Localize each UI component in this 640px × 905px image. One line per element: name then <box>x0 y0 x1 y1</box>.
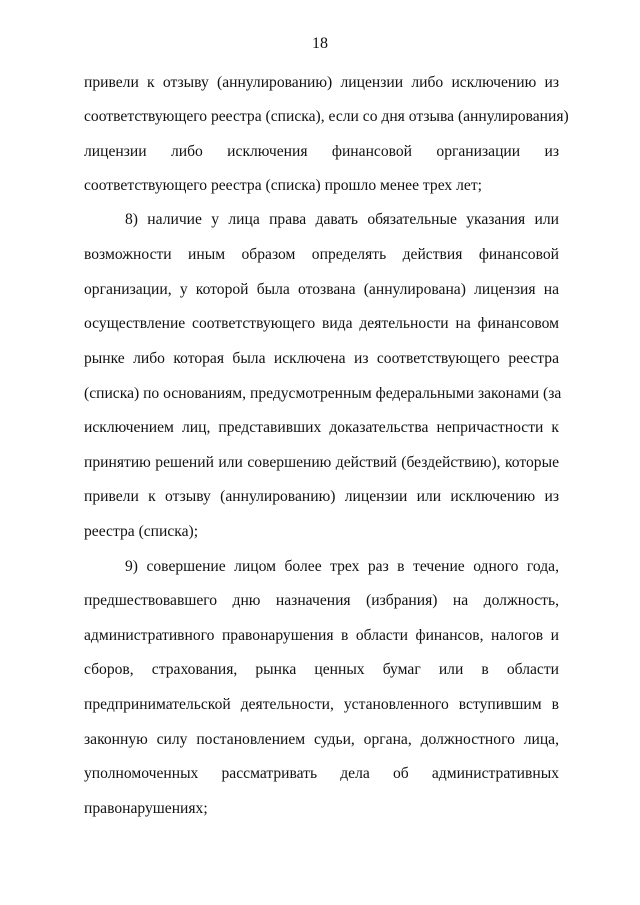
text-line: соответствующего реестра (списка) прошло менее трех лет; <box>84 177 482 194</box>
page-number: 18 <box>312 35 328 52</box>
text-line: возможности иным образом определять действия финансовой <box>84 246 559 263</box>
text-line: (списка) по основаниям, предусмотренным федеральными законами (за <box>84 385 562 402</box>
text-line: организации, у которой была отозвана (аннулирована) лицензия на <box>84 281 559 298</box>
text-line: уполномоченных рассматривать дела об административных <box>84 765 559 782</box>
text-line: осуществление соответствующего вида деятельности на финансовом <box>84 315 559 332</box>
text-line: 8) наличие у лица права давать обязательные указания или <box>125 211 559 228</box>
text-line: привели к отзыву (аннулированию) лицензии или исключению из <box>84 488 559 505</box>
text-line: исключением лиц, представивших доказательства непричастности к <box>84 419 559 436</box>
text-line: административного правонарушения в области финансов, налогов и <box>84 627 559 644</box>
text-line: реестра (списка); <box>84 523 199 540</box>
text-line: соответствующего реестра (списка), если со дня отзыва (аннулирования) <box>84 108 569 125</box>
text-line: привели к отзыву (аннулированию) лицензии либо исключению из <box>84 74 559 91</box>
text-line: сборов, страхования, рынка ценных бумаг или в области <box>84 661 559 678</box>
text-line: законную силу постановлением судьи, органа, должностного лица, <box>84 731 559 748</box>
text-line: правонарушениях; <box>84 800 208 817</box>
text-line: 9) совершение лицом более трех раз в течение одного года, <box>125 558 559 575</box>
text-line: лицензии либо исключения финансовой организации из <box>84 143 559 160</box>
text-line: предшествовавшего дню назначения (избрания) на должность, <box>84 592 559 609</box>
text-line: предпринимательской деятельности, установленного вступившим в <box>84 696 559 713</box>
text-line: рынке либо которая была исключена из соответствующего реестра <box>84 350 559 367</box>
text-line: принятию решений или совершению действий (бездействию), которые <box>84 454 559 471</box>
